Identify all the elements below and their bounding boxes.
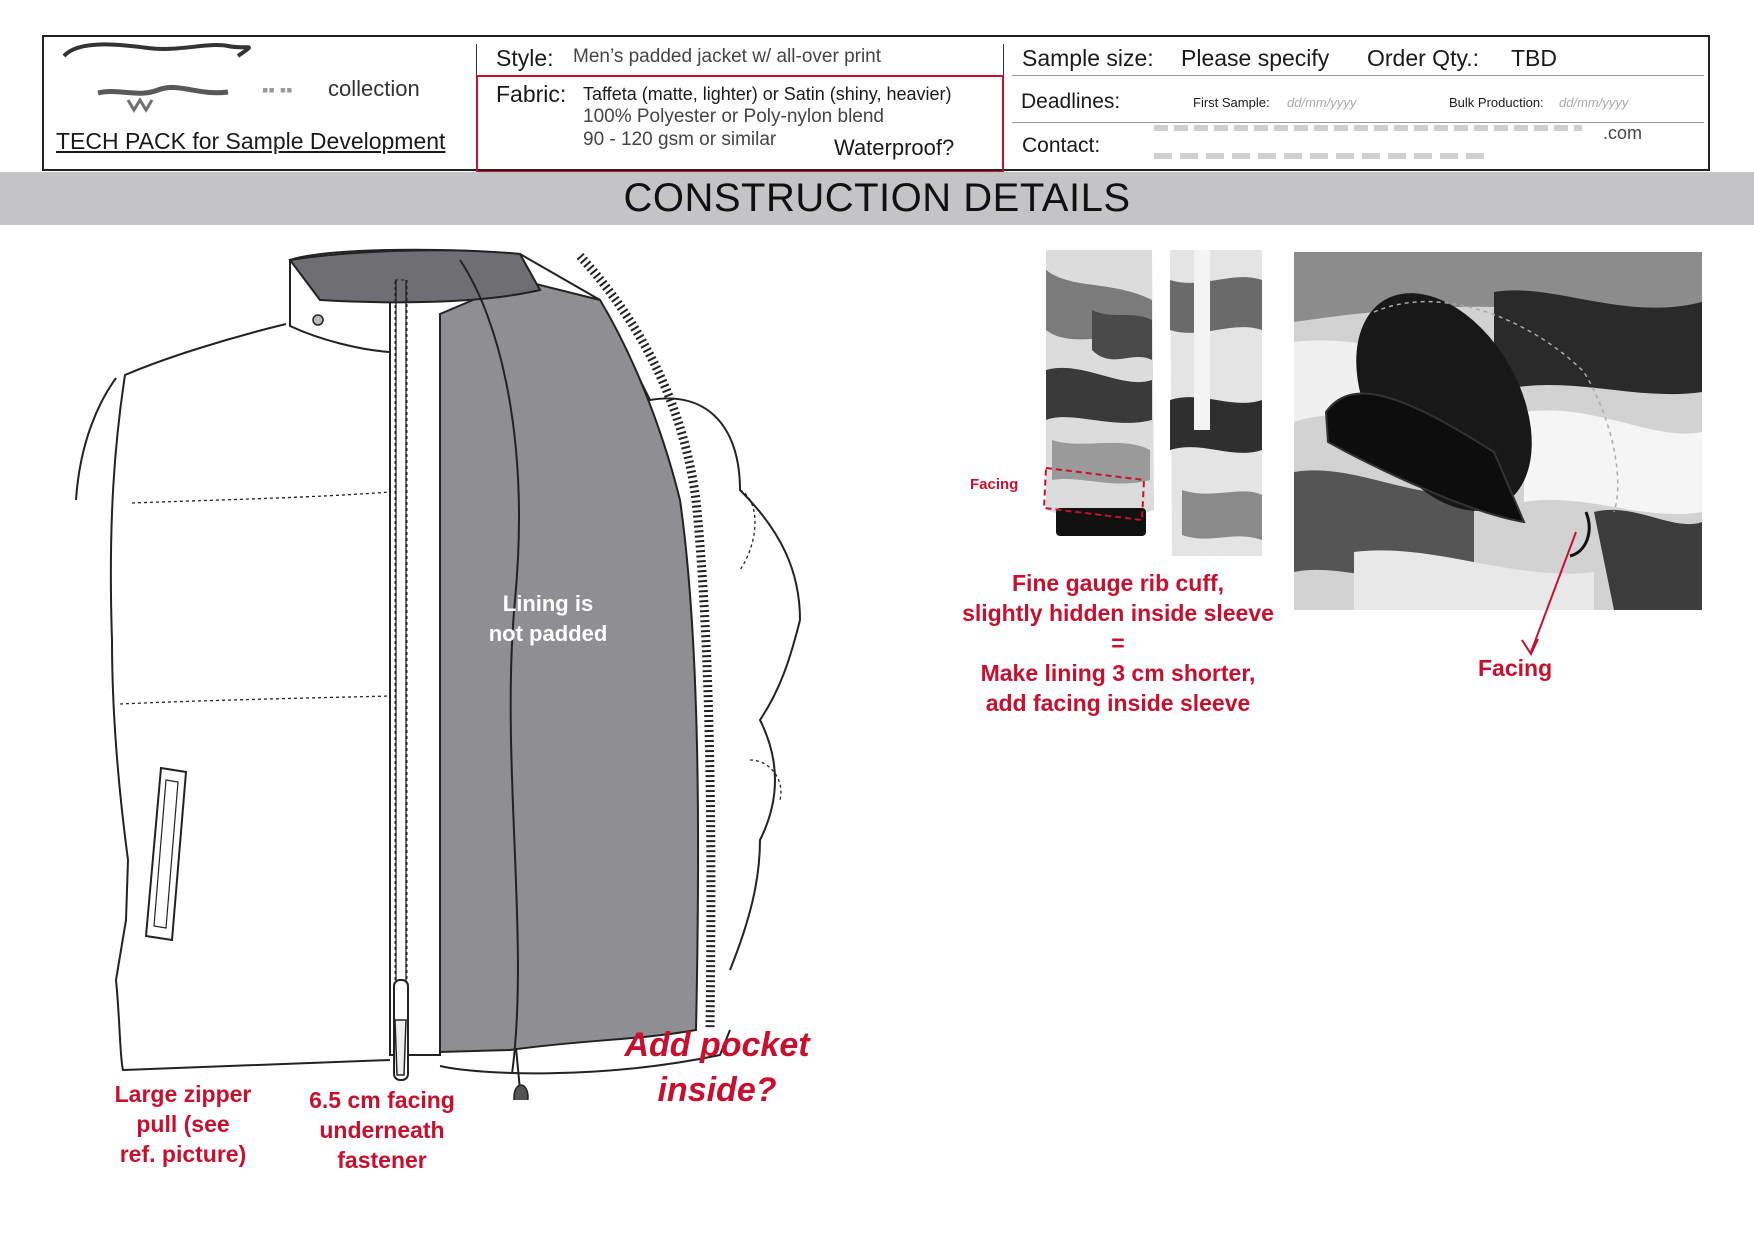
lining-note-line2: not padded	[488, 621, 608, 646]
zipper-note-line2: pull (see	[136, 1111, 230, 1137]
sample-size-value: Please specify	[1181, 45, 1330, 71]
zipper-pull-note	[94, 1079, 272, 1169]
cuff-note-line3: =	[1111, 630, 1125, 656]
facing-note-line3: fastener	[337, 1147, 427, 1173]
facing-arrow	[1518, 530, 1578, 660]
order-qty-value: TBD	[1511, 45, 1557, 71]
cuff-note-line2: slightly hidden inside sleeve	[962, 600, 1274, 626]
pocket-note-line2: inside?	[657, 1071, 777, 1109]
photo2-facing-label: Facing	[1478, 655, 1553, 681]
cuff-closeup-photo	[1294, 252, 1702, 610]
fabric-line1: Taffeta (matte, lighter) or Satin (shiny, heavier)	[583, 84, 952, 104]
bulk-production-value: dd/mm/yyyy	[1559, 95, 1629, 110]
facing-note-line1: 6.5 cm facing	[309, 1087, 455, 1113]
sleeve-photo	[1032, 250, 1262, 556]
style-value: Men’s padded jacket w/ all-over print	[573, 46, 882, 67]
facing-note-line2: underneath	[319, 1117, 445, 1143]
fabric-line3: 90 - 120 gsm or similar	[583, 129, 777, 150]
season-code: ▪▪ ▪▪	[262, 80, 293, 100]
cuff-note-line5: add facing inside sleeve	[985, 690, 1251, 716]
contact-label: Contact:	[1022, 134, 1101, 157]
contact-redacted	[1152, 120, 1592, 164]
cuff-note-line1: Fine gauge rib cuff,	[1011, 570, 1225, 596]
collection-text: collection	[328, 76, 420, 101]
fabric-label: Fabric:	[496, 81, 567, 107]
photo1-facing-label: Facing	[970, 476, 1019, 493]
first-sample-label: First Sample:	[1193, 95, 1270, 110]
deadlines-label: Deadlines:	[1021, 90, 1121, 113]
pocket-note	[612, 1023, 822, 1113]
lining-note	[468, 589, 628, 649]
bulk-production-label: Bulk Production:	[1449, 95, 1544, 110]
sample-size-label: Sample size:	[1022, 45, 1154, 71]
zipper-note-line3: ref. picture)	[119, 1141, 247, 1167]
cuff-note-line4: Make lining 3 cm shorter,	[980, 660, 1256, 686]
pocket-note-line1: Add pocket	[624, 1026, 810, 1064]
zipper-note-line1: Large zipper	[114, 1081, 252, 1107]
fabric-line2: 100% Polyester or Poly-nylon blend	[583, 106, 885, 127]
order-qty-label: Order Qty.:	[1367, 45, 1480, 71]
contact-suffix: .com	[1603, 123, 1643, 143]
facing-fastener-note	[287, 1085, 477, 1175]
header-rule-1	[1012, 75, 1704, 76]
section-title: CONSTRUCTION DETAILS	[623, 176, 1131, 220]
jacket-flat-drawing	[60, 240, 860, 1100]
brand-logo	[58, 38, 258, 118]
rib-cuff-note	[940, 568, 1296, 718]
style-label: Style:	[496, 45, 554, 71]
lining-note-line1: Lining is	[502, 591, 594, 616]
techpack-title: TECH PACK for Sample Development	[56, 128, 446, 154]
first-sample-value: dd/mm/yyyy	[1287, 95, 1357, 110]
fabric-waterproof: Waterproof?	[834, 135, 955, 160]
